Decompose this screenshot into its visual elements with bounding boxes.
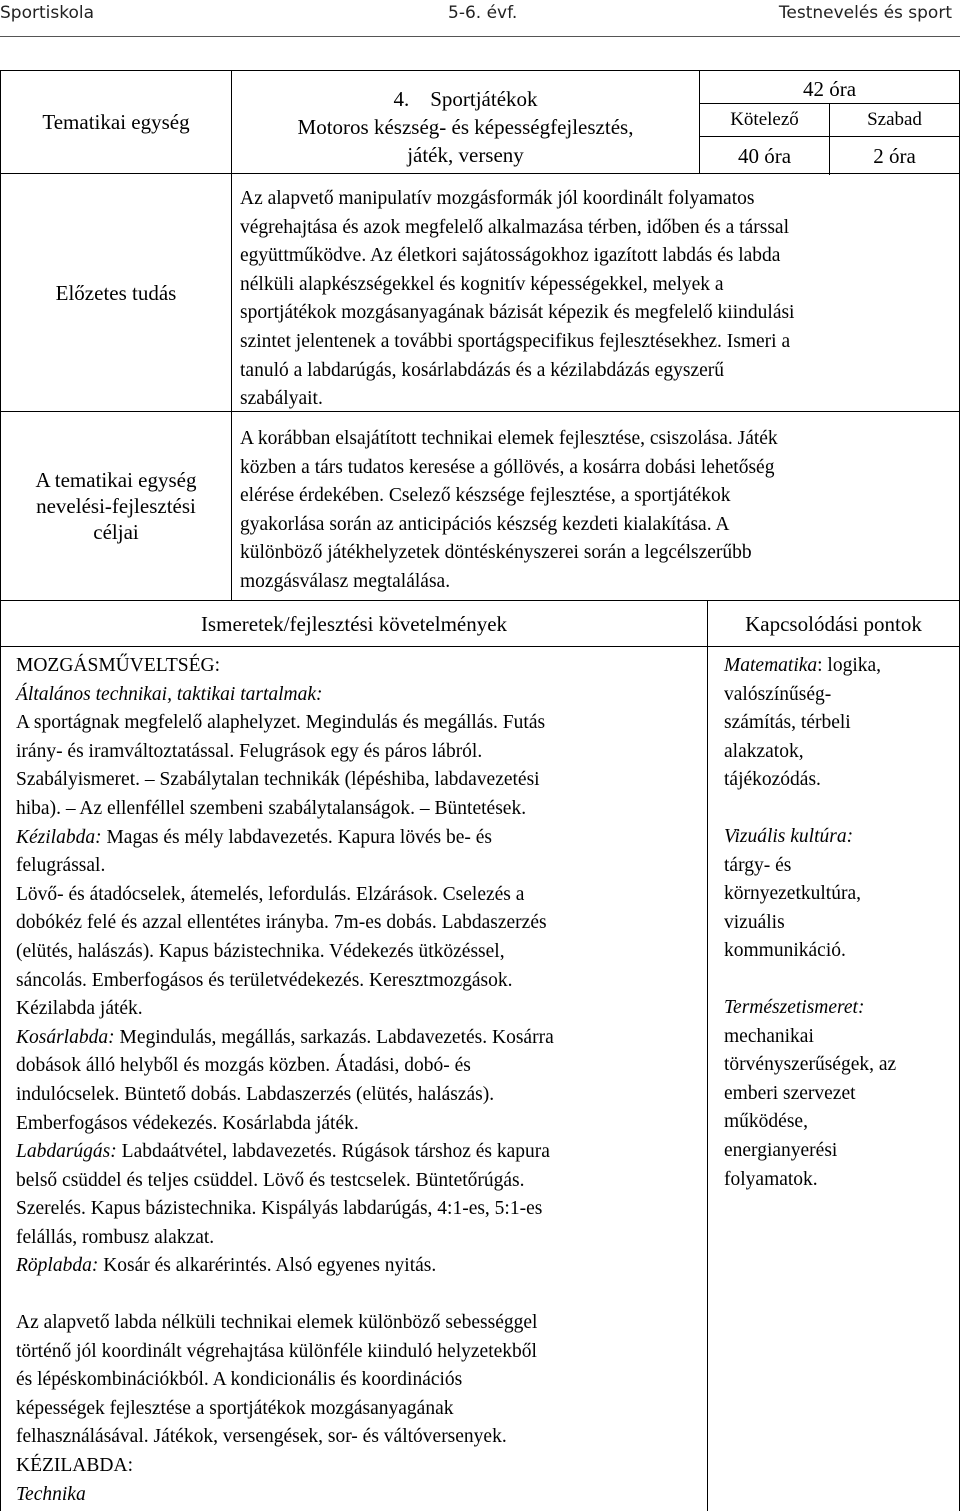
req-line: Szerelés. Kapus bázistechnika. Kispályás labdarúgás, 4:1-es, 5:1-es	[16, 1198, 543, 1220]
unit-subtitle-1: Motoros készség- és képességfejlesztés,	[297, 115, 634, 139]
req-line: Szabályismeret. – Szabálytalan technikák (lépéshiba, labdavezetési	[16, 769, 540, 791]
conn-line: mechanikai	[724, 1025, 814, 1047]
req-line: felugrással.	[16, 855, 106, 877]
football-line	[16, 1138, 699, 1167]
conn-line: törvényszerűségek, az	[724, 1054, 897, 1076]
req-line: képességek fejlesztése a sportjátékok mozgásanyagának	[16, 1397, 454, 1419]
conn-line: számítás, térbeli	[724, 712, 851, 734]
conn-line: : logika,	[817, 655, 882, 676]
req-line: KÉZILABDA:	[16, 1455, 133, 1477]
prior-knowledge-label: Előzetes tudás	[55, 280, 177, 305]
free-label: Szabad	[867, 109, 922, 130]
goals-label-3: céljai	[93, 520, 139, 544]
req-line: Kézilabda játék.	[16, 998, 143, 1020]
req-line: történő jól koordinált végrehajtása különféle kiinduló helyzetekből	[16, 1340, 537, 1362]
requirements-subheading: Általános technikai, taktikai tartalmak:	[16, 683, 323, 705]
requirements-text	[1, 647, 707, 1509]
prior-line: sportjátékok mozgásanyagának bázisát képezik és megfelelő kiindulási	[240, 302, 795, 324]
prior-line: végrehajtása és azok megfelelő alkalmazása térben, időben és a társsal	[240, 216, 789, 238]
req-line: felhasználásával. Játékok, versengések, sor- és váltóversenyek.	[16, 1426, 507, 1448]
spacer	[724, 966, 955, 994]
math-line	[724, 652, 955, 681]
conn-line: kommunikáció.	[724, 940, 846, 962]
goals-label-1: A tematikai egység	[35, 468, 197, 492]
goals-label-2: nevelési-fejlesztési	[36, 494, 196, 518]
volleyball-line	[16, 1252, 699, 1281]
prior-line: szabályait.	[240, 388, 323, 410]
req-line: Lövő- és átadócselek, átemelés, lefordulás. Elzárások. Cselezés a	[16, 883, 525, 905]
unit-title-cell	[232, 70, 700, 173]
math-label: Matematika	[724, 655, 818, 676]
mandatory-hours: 40 óra	[700, 137, 830, 175]
header-divider	[0, 36, 960, 37]
req-line: Magas és mély labdavezetés. Kapura lövés be- és	[101, 826, 492, 848]
prior-line: szintet jelentenek a további sportágspecifikus fejlesztésekhez. Ismeri a	[240, 330, 791, 352]
req-line: (elütés, halászás). Kapus bázistechnika. Védekezés ütközéssel,	[16, 940, 505, 962]
goals-line: gyakorlása során az anticipációs készség kezdeti kialakítása. A	[240, 513, 730, 535]
req-line: Emberfogásos védekezés. Kosárlabda játék.	[16, 1112, 359, 1134]
volleyball-label: Röplabda:	[16, 1255, 99, 1277]
goals-line: közben a társ tudatos keresése a góllövés, a kosárra dobási lehetőség	[240, 456, 775, 478]
unit-label: Tematikai egység	[42, 110, 190, 134]
req-line: irány- és iramváltoztatással. Felugrások egy és páros lábról.	[16, 740, 483, 762]
req-line: Kosár és alkarérintés. Alsó egyenes nyitás.	[98, 1255, 437, 1277]
req-line: Az alapvető labda nélküli technikai elemek különböző sebességgel	[16, 1312, 538, 1334]
prior-knowledge-text	[232, 173, 960, 411]
goals-line: elérése érdekében. Cselező készsége fejlesztése, a sportjátékok	[240, 485, 731, 507]
handball-line	[16, 824, 699, 853]
conn-line: tárgy- és	[724, 854, 792, 876]
requirements-heading: MOZGÁSMŰVELTSÉG:	[16, 655, 221, 676]
req-line: felállás, rombusz alakzat.	[16, 1226, 215, 1248]
goals-text	[232, 411, 960, 600]
spacer	[16, 1281, 699, 1309]
conn-line: tájékozódás.	[724, 769, 821, 791]
req-line: sáncolás. Emberfogásos és területvédekezés. Keresztmozgások.	[16, 969, 513, 991]
conn-line: alakzatok,	[724, 740, 804, 762]
connections-header: Kapcsolódási pontok	[708, 600, 960, 646]
req-line: dobások álló helyből és mozgás közben. Átadási, dobó- és	[16, 1055, 471, 1077]
prior-knowledge-label-cell	[0, 173, 232, 411]
visual-label: Vizuális kultúra:	[724, 825, 854, 847]
conn-line: energianyerési	[724, 1139, 838, 1161]
unit-number: 4.	[393, 87, 410, 111]
technique-label: Technika	[16, 1483, 86, 1505]
connections-cell	[708, 646, 960, 1511]
football-label: Labdarúgás:	[16, 1141, 117, 1163]
conn-line: folyamatok.	[724, 1168, 818, 1190]
header-subject: Testnevelés és sport	[778, 3, 952, 23]
conn-line: vizuális	[724, 911, 785, 933]
goals-label-cell	[0, 411, 232, 600]
req-line: belső csüddel és teljes csüddel. Lövő és testcselek. Büntetőrúgás.	[16, 1169, 525, 1191]
req-line: dobókéz felé és azzal ellentétes irányba. 7m-es dobás. Labdaszerzés	[16, 912, 547, 934]
science-label: Természetismeret:	[724, 996, 865, 1018]
conn-line: emberi szervezet	[724, 1082, 856, 1104]
conn-line: működése,	[724, 1111, 808, 1133]
header-grade: 5-6. évf.	[448, 3, 518, 23]
conn-line: környezetkultúra,	[724, 883, 861, 905]
prior-line: Az alapvető manipulatív mozgásformák jól koordinált folyamatos	[240, 188, 755, 209]
req-line: és lépéskombinációkból. A kondicionális és koordinációs	[16, 1369, 463, 1391]
page-header	[0, 0, 960, 30]
unit-label-cell	[0, 70, 232, 173]
prior-line: tanuló a labdarúgás, kosárlabdázás és a kézilabdázás egyszerű	[240, 359, 725, 381]
requirements-cell	[0, 646, 708, 1511]
requirements-header: Ismeretek/fejlesztési követelmények	[0, 600, 708, 646]
goals-line: mozgásválasz megtalálása.	[240, 570, 451, 592]
conn-line: valószínűség-	[724, 683, 832, 705]
mandatory-label: Kötelező	[700, 104, 830, 136]
spacer	[724, 795, 955, 823]
req-line: Megindulás, megállás, sarkazás. Labdavezetés. Kosárra	[114, 1026, 554, 1048]
req-line: A sportágnak megfelelő alaphelyzet. Megindulás és megállás. Futás	[16, 712, 546, 734]
req-line: Labdaátvétel, labdavezetés. Rúgások társhoz és kapura	[116, 1141, 550, 1163]
prior-line: nélküli alapkészségekkel és kognitív képességekkel, melyek a	[240, 273, 724, 295]
free-hours: 2 óra	[873, 144, 916, 168]
handball-label: Kézilabda:	[16, 826, 102, 848]
total-hours: 42 óra	[700, 71, 959, 104]
unit-title	[232, 71, 699, 169]
connections-text	[708, 647, 959, 1194]
unit-subtitle-2: játék, verseny	[407, 143, 524, 167]
req-line: indulócselek. Büntető dobás. Labdaszerzés (elütés, halászás).	[16, 1083, 495, 1105]
prior-line: együttműködve. Az életkori sajátosságokhoz igazított labdás és labda	[240, 245, 781, 267]
unit-hours-cell	[700, 70, 960, 173]
header-school: Sportiskola	[0, 3, 94, 23]
unit-name: Sportjátékok	[430, 87, 538, 111]
goals-line: különböző játékhelyzetek döntéskényszerei során a legcélszerűbb	[240, 542, 752, 564]
goals-line: A korábban elsajátított technikai elemek fejlesztése, csiszolása. Játék	[240, 428, 778, 449]
req-line: hiba). – Az ellenféllel szembeni szabálytalanságok. – Büntetések.	[16, 797, 527, 819]
basketball-line	[16, 1024, 699, 1053]
basketball-label: Kosárlabda:	[16, 1026, 115, 1048]
